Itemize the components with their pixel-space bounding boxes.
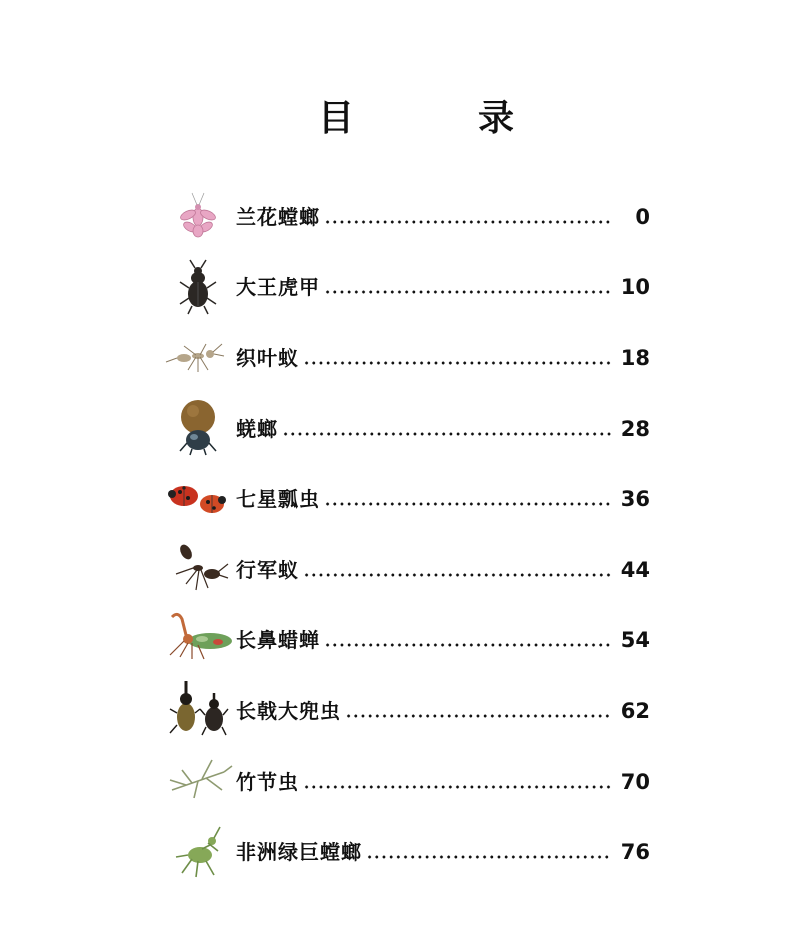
entry-title: 行军蚁: [236, 557, 299, 582]
toc-entry[interactable]: [160, 180, 650, 251]
entry-page-number: 18: [620, 345, 650, 370]
entry-title: 兰花螳螂: [236, 204, 320, 229]
orchid-mantis-icon: [160, 185, 236, 245]
dot-leader: [303, 573, 612, 577]
dot-leader: [324, 290, 612, 294]
table-of-contents: [160, 180, 650, 886]
page-title: 目 录: [317, 98, 558, 139]
dot-leader: [282, 432, 612, 436]
entry-page-number: 10: [620, 275, 650, 300]
toc-entry[interactable]: [160, 604, 650, 675]
entry-title: 长戟大兜虫: [236, 698, 341, 723]
entry-page-number: 44: [620, 557, 650, 582]
toc-entry[interactable]: [160, 251, 650, 322]
toc-entry[interactable]: [160, 392, 650, 463]
toc-entry[interactable]: [160, 533, 650, 604]
entry-page-number: 28: [620, 416, 650, 441]
entry-page-number: 36: [620, 487, 650, 512]
toc-entry[interactable]: [160, 462, 650, 533]
toc-entry[interactable]: [160, 674, 650, 745]
entry-title: 蜣螂: [236, 416, 278, 441]
entry-title: 竹节虫: [236, 769, 299, 794]
entry-page-number: 54: [620, 628, 650, 653]
toc-entry[interactable]: [160, 745, 650, 816]
entry-title: 长鼻蜡蝉: [236, 628, 320, 653]
entry-page-number: 70: [620, 769, 650, 794]
dung-beetle-icon: [160, 397, 236, 457]
dot-leader: [303, 361, 612, 365]
dot-leader: [324, 502, 612, 506]
army-ant-icon: [160, 538, 236, 598]
hercules-beetle-icon: [160, 679, 236, 739]
entry-page-number: 62: [620, 698, 650, 723]
tiger-beetle-icon: [160, 256, 236, 316]
entry-title: 大王虎甲: [236, 275, 320, 300]
stick-insect-icon: [160, 750, 236, 810]
dot-leader: [303, 785, 612, 789]
lanternfly-icon: [160, 609, 236, 669]
dot-leader: [366, 855, 612, 859]
toc-entry[interactable]: [160, 321, 650, 392]
dot-leader: [324, 643, 612, 647]
dot-leader: [324, 220, 612, 224]
dot-leader: [345, 714, 612, 718]
toc-entry[interactable]: [160, 815, 650, 886]
entry-title: 非洲绿巨螳螂: [236, 840, 362, 865]
entry-page-number: 76: [620, 840, 650, 865]
ladybug-icon: [160, 468, 236, 528]
entry-title: 七星瓢虫: [236, 487, 320, 512]
weaver-ant-icon: [160, 326, 236, 386]
green-mantis-icon: [160, 821, 236, 881]
entry-page-number: 0: [635, 204, 650, 229]
entry-title: 织叶蚁: [236, 345, 299, 370]
